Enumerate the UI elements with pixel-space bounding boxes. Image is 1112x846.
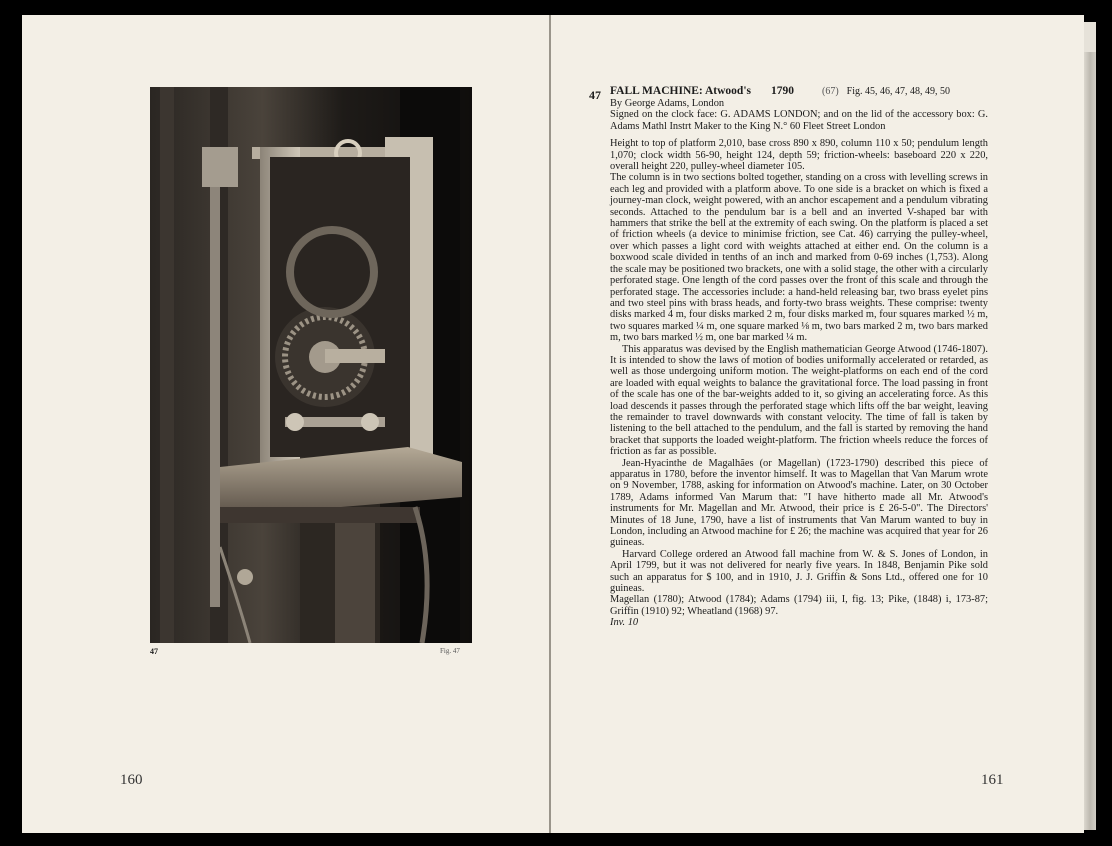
catalogue-ref: (67)	[822, 86, 839, 97]
dimensions-paragraph: Height to top of platform 2,010, base cross 890 x 890, column 110 x 50; pendulum length 1,070; clock width 56-90, height 124, depth 59; friction-wheels: baseboard 220 x 220, overall height 220, pulley-wheel diameter 105.	[610, 138, 988, 173]
references: Magellan (1780); Atwood (1784); Adams (1794) iii, I, fig. 13; Pike, (1848) i, 173-87; Griffin (1910) 92; Wheatland (1968) 97.	[610, 594, 988, 617]
page-edges-top	[1084, 22, 1096, 52]
fall-machine-photograph	[150, 87, 472, 643]
magellan-paragraph: Jean-Hyacinthe de Magalhães (or Magellan) (1723-1790) described this piece of apparatus in 1780, before the inventor himself. It was to Magellan that Van Marum wrote on 9 November, 1788, asking for information on Atwood's machine. Later, on 30 October 1789, Adams informed Van Marum that: "I have hitherto made all Mr. Atwood's instruments for Mr. Magellan and Mr. Atwood, their price is £ 26-5-0". The Directors' Minutes of 18 June, 1790, have a list of instruments that Van Marum wanted to buy in London, including an Atwood machine for £ 26; the machine was acquired that year for 26 guineas.	[610, 457, 988, 549]
entry-year: 1790	[771, 85, 794, 97]
page-number-left: 160	[120, 772, 143, 788]
left-page	[22, 15, 549, 833]
entry-title: FALL MACHINE: Atwood's	[610, 85, 751, 97]
figure-label: Fig. 47	[440, 647, 460, 655]
history-paragraph: This apparatus was devised by the English mathematician George Atwood (1746-1807). It is intended to show the laws of motion of bodies uniformally accelerated or retarded, as well as those undergoing uniform motion. The weight-platforms on each end of the cord are loaded with equal weights to balance the gravitational force. The load passing in front of the scale has one of the bar-weights added to it, so giving an accelerating force. As this load descends it passes through the perforated stage which lifts off the bar weight, leaving the remainder to travel downwards with constant velocity. The time of fall is taken by listening to the bell attached to the pendulum, and the fall is started by removing the hand bracket that supports the loaded weight-platform. The friction wheels reduce the forces of friction as far as possible.	[610, 343, 988, 458]
description-paragraph: The column is in two sections bolted together, standing on a cross with levelling screws in each leg and provided with a platform above. To one side is a bracket on which is fixed a journey-man clock, weight powered, with an anchor escapement and a pendulum vibrating seconds. Attached to the pendulum bar is a bell and an inverted V-shaped bar with hammers that strike the bell at the extremity of each swing. On the platform is placed a set of friction wheels (a device to minimise friction, see Cat. 46) carrying the pulley-wheel, over which passes a light cord with weights attached at either end. On the column is a boxwood scale divided in tenths of an inch and marked from 0-69 inches (1,753). Along the scale may be positioned two brackets, one with a solid stage, the other with a circularly perforated stage. One length of the cord passes over the front of this scale and through the perforated stage. The accessories include: a hand-held releasing bar, two brass eyelet pins and two steel pins with brass heads, and forty-two brass weights. These comprise: twenty disks marked 4 m, four disks marked 2 m, four disks marked m, four squares marked ½ m, two squares marked ¼ m, one square marked ⅛ m, two bars marked 2 m, two bars marked m, two bars marked ½ m, one bar marked ¼ m.	[610, 172, 988, 344]
photo-illustration	[150, 87, 472, 643]
page-edges	[1084, 22, 1096, 830]
entry-maker: By George Adams, London	[610, 98, 725, 109]
right-page	[551, 15, 1084, 833]
entry-number: 47	[589, 88, 601, 102]
entry-heading	[610, 85, 988, 98]
figure-refs: Fig. 45, 46, 47, 48, 49, 50	[846, 86, 951, 97]
figure-number: 47	[150, 647, 158, 656]
entry-text	[610, 85, 988, 629]
entry-signature: Signed on the clock face: G. ADAMS LONDON; and on the lid of the accessory box: G. Adams Mathl Instrt Maker to the King N.° 60 Fleet Street London	[610, 109, 988, 132]
harvard-paragraph: Harvard College ordered an Atwood fall machine from W. & S. Jones of London, in April 1799, but it was not delivered for nearly five years. In 1848, Benjamin Pike sold such an apparatus for $ 100, and in 1910, J. J. Griffin & Sons Ltd., offered one for 10 guineas.	[610, 548, 988, 595]
inventory-number: Inv. 10	[610, 617, 639, 629]
page-number-right: 161	[981, 772, 1004, 788]
